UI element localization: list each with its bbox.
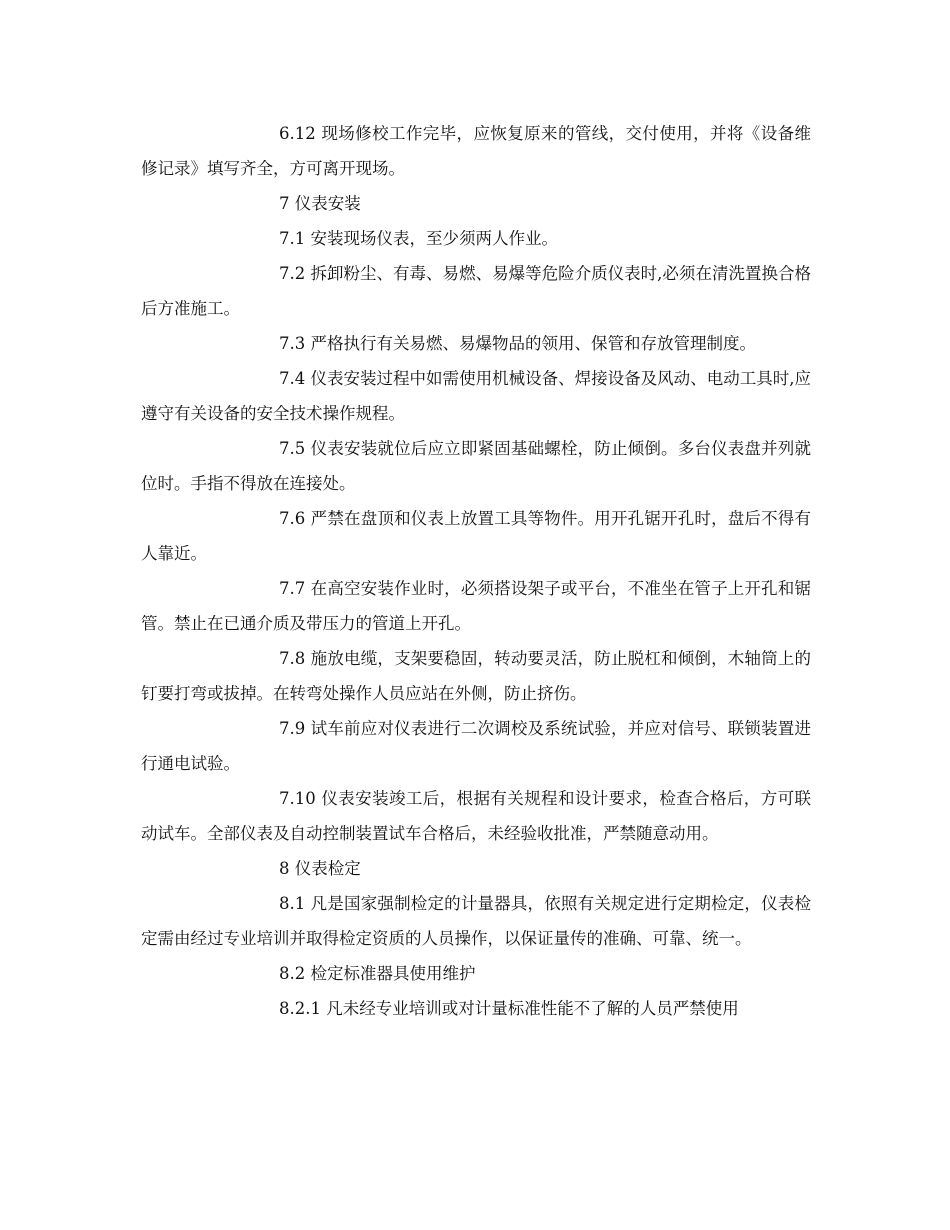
paragraph-8-2-1: 8.2.1 凡未经专业培训或对计量标准性能不了解的人员严禁使用 [279,999,739,1018]
paragraph-7-5: 7.5 仪表安装就位后应立即紧固基础螺栓，防止倾倒。多台仪表盘并列就位时。手指不得放在连接处。 [141,439,811,493]
paragraph-8-2: 8.2 检定标准器具使用维护 [279,964,476,983]
paragraph-8-1: 8.1 凡是国家强制检定的计量器具，依照有关规定进行定期检定，仪表检定需由经过专业培训并取得检定资质的人员操作，以保证量传的准确、可靠、统一。 [141,894,811,948]
paragraph-7-1: 7.1 安装现场仪表，至少须两人作业。 [279,229,558,248]
document-page [141,116,811,1026]
section-heading-8: 8 仪表检定 [279,859,361,878]
paragraph-6-12: 6.12 现场修校工作完毕，应恢复原来的管线，交付使用，并将《设备维修记录》填写齐全，方可离开现场。 [141,124,811,178]
paragraph-7-2: 7.2 拆卸粉尘、有毒、易燃、易爆等危险介质仪表时,必须在清洗置换合格后方准施工。 [141,264,811,318]
paragraph-7-6: 7.6 严禁在盘顶和仪表上放置工具等物件。用开孔锯开孔时，盘后不得有人靠近。 [141,509,811,563]
paragraph-7-10: 7.10 仪表安装竣工后，根据有关规程和设计要求，检查合格后，方可联动试车。全部仪表及自动控制装置试车合格后，未经验收批准，严禁随意动用。 [141,789,811,843]
section-heading-7: 7 仪表安装 [279,194,361,213]
paragraph-7-7: 7.7 在高空安装作业时，必须搭设架子或平台，不准坐在管子上开孔和锯管。禁止在已通介质及带压力的管道上开孔。 [141,579,811,633]
paragraph-7-3: 7.3 严格执行有关易燃、易爆物品的领用、保管和存放管理制度。 [279,334,756,353]
paragraph-7-8: 7.8 施放电缆，支架要稳固，转动要灵活，防止脱杠和倾倒，木轴筒上的钉要打弯或拔掉。在转弯处操作人员应站在外侧，防止挤伤。 [141,649,811,703]
paragraph-7-9: 7.9 试车前应对仪表进行二次调校及系统试验，并应对信号、联锁装置进行通电试验。 [141,719,811,773]
paragraph-7-4: 7.4 仪表安装过程中如需使用机械设备、焊接设备及风动、电动工具时,应遵守有关设备的安全技术操作规程。 [141,369,811,423]
